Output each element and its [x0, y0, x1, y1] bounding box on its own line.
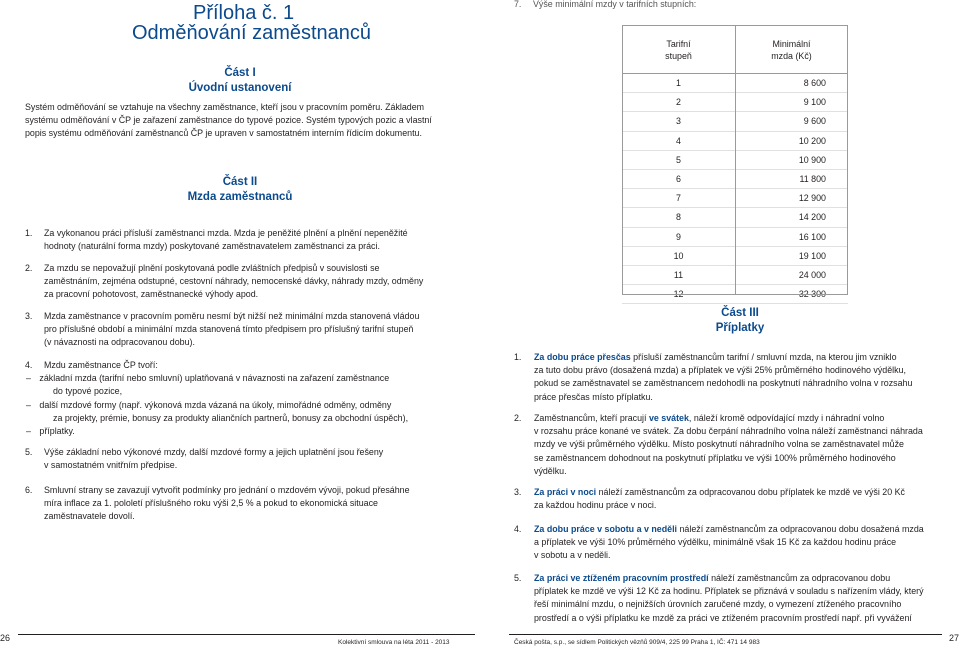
- item-line: hodnoty (naturální forma mzdy) poskytované zaměstnavatelem zaměstnanci za práci.: [44, 241, 380, 252]
- table-row: 8 14 200: [622, 208, 848, 227]
- footer-right: Česká pošta, s.p., se sídlem Politických vězňů 909/4, 225 99 Praha 1, IČ: 471 14 983: [514, 639, 760, 646]
- part1-heading: [140, 66, 340, 96]
- item-number: 2.: [25, 263, 33, 273]
- item-line: řeší minimální mzdu, o nejnižších úrovních zaručené mzdy, o vymezení ztíženého pracovního: [534, 599, 902, 610]
- footer-left: Kolektivní smlouva na léta 2011 - 2013: [338, 639, 450, 646]
- left-item-5: [44, 446, 484, 472]
- table-row: 9 16 100: [622, 227, 848, 246]
- table-row: 7 12 900: [622, 189, 848, 208]
- item-line: pro příslušné období a minimální mzda stanovená tímto předpisem pro příslušný tarifní stupeň: [44, 324, 414, 335]
- item-line: míra inflace za 1. pololetí příslušného roku výši 2,5 % a pokud to ekonomická situace: [44, 498, 378, 509]
- right-item-1: Za dobu práce přesčas přísluší zaměstnancům tarifní / smluvní mzda, na kterou jim vzniklo za tuto dobu právo (dosažená mzda) a příplatek ve výši 25% průměrného hodinového výdělku, pokud se zaměstnavatel se zaměstnancem nedohodli na poskytnutí náhradního volna v rozsahu práce přesčas místo příplatku.: [534, 351, 939, 404]
- right-item-5: Za práci ve ztíženém pracovním prostředí náleží zaměstnancům za odpracovanou dobu příplatek ke mzdě ve výši 12 Kč za hodinu. Příplatek se přiznává v souladu s nařízením vlády, který řeší minimální mzdu, o nejnižších úrovních zaručené mzdy, o vymezení ztíženého pracovního prostředí a o výši příplatku ke mzdě za práci ve ztíženém pracovním prostředí např. při vyvážení: [534, 572, 939, 625]
- item-line: Smluvní strany se zavazují vytvořit podmínky pro jednání o mzdovém vývoji, pokud přesáhne: [44, 485, 410, 495]
- item-line: a příplatek ve výši 10% průměrného výdělku, minimálně však 15 Kč za každou hodinu práce: [534, 537, 897, 548]
- item-number: 5.: [25, 447, 33, 457]
- item-line: mzdy ve výši průměrného výdělku. Místo poskytnutí náhradního volna se zaměstnavatel může: [534, 439, 904, 450]
- item-number: 3.: [514, 487, 522, 497]
- bold-term: ve svátek: [648, 413, 689, 423]
- item-line: prostředí a o výši příplatku ke mzdě za práci ve ztíženém pracovním prostředí např. při vyvážení: [534, 612, 912, 623]
- table-row: 1 8 600: [622, 74, 848, 93]
- dash-item: – základní mzda (tarifní nebo smluvní) uplatňovaná v návaznosti na zařazení zaměstnance: [26, 373, 390, 384]
- item-line: Mzda zaměstnance v pracovním poměru nesmí být nižší než minimální mzda stanovená vládou: [44, 311, 420, 321]
- item-number: 2.: [514, 413, 522, 423]
- footer-rule-right: [509, 634, 942, 635]
- item-line: pokud se zaměstnavatel se zaměstnancem nedohodli na poskytnutí náhradního volna v rozsahu: [534, 378, 913, 389]
- table-column-divider: [735, 25, 736, 295]
- table-row: 10 19 100: [622, 246, 848, 265]
- item-number: 6.: [25, 485, 33, 495]
- left-item-6: [44, 484, 484, 524]
- table-row: 3 9 600: [622, 112, 848, 131]
- col-header-grade: Tarifní stupeň: [622, 25, 735, 74]
- dash-item: – příplatky.: [26, 426, 75, 437]
- part1-number: Část I: [224, 67, 256, 79]
- footer-rule-left: [18, 634, 475, 635]
- col-header-wage: Minimální mzda (Kč): [735, 25, 848, 74]
- dash-list: [26, 372, 484, 438]
- right-item-2: Zaměstnancům, kteří pracují ve svátek, náleží kromě odpovídající mzdy i náhradní volno v rozsahu práce konané ve svátek. Za dobu čerpání náhradního volna náleží zaměstnanci náhrada mzdy ve výši průměrného výdělku. Místo poskytnutí náhradního volna se zaměstnavatel může se zaměstnancem dohodnout na poskytnutí příplatku ve výši 100% průměrného hodinového výdělku.: [534, 412, 939, 478]
- item-line: příplatek ke mzdě ve výši 12 Kč za hodinu. Příplatek se přiznává v souladu s nařízením vlády, který: [534, 586, 924, 597]
- part3-heading: [640, 306, 840, 336]
- table-row: 2 9 100: [622, 93, 848, 112]
- annex-title: Příloha č. 1: [193, 2, 295, 24]
- item-line: (v návaznosti na odpracovanou dobu).: [44, 337, 195, 348]
- item-line: v rozsahu práce konané ve svátek. Za dobu čerpání náhradního volna náleží zaměstnanci náhrada: [534, 426, 923, 437]
- bold-term: Za práci v noci: [534, 487, 597, 497]
- document-title: Odměňování zaměstnanců: [132, 22, 372, 44]
- dash-item-cont: do typové pozice,: [53, 386, 123, 397]
- part2-title: Mzda zaměstnanců: [187, 191, 293, 203]
- item-number: 3.: [25, 311, 33, 321]
- intro-line: systému odměňování v ČP je zařazení zaměstnance do typové pozice. Systém typových pozic a vlastní: [25, 115, 432, 126]
- page-number-left: 26: [0, 633, 11, 643]
- item-line: výdělku.: [534, 465, 567, 476]
- item-number: 1.: [514, 352, 522, 362]
- item-number: 5.: [514, 573, 522, 583]
- dash-item: – další mzdové formy (např. výkonová mzda vázaná na úkoly, mimořádné odměny, odměny: [26, 399, 392, 410]
- part2-heading: [140, 175, 340, 205]
- item-number: 4.: [514, 524, 522, 534]
- right-item-4: Za dobu práce v sobotu a v neděli náleží zaměstnancům za odpracovanou dobu dosažená mzda a příplatek ve výši 10% průměrného výdělku, minimálně však 15 Kč za každou hodinu práce v sobotu a v neděli.: [534, 523, 939, 563]
- part3-title: Příplatky: [715, 322, 765, 334]
- part3-number: Část III: [721, 307, 759, 319]
- item-line: práce přesčas místo příplatku.: [534, 391, 653, 402]
- intro-line: popis systému odměňování zaměstnanců ČP je upraven v samostatném interním řídicím dokumentu.: [25, 128, 422, 139]
- item-line: v sobotu a v neděli.: [534, 550, 611, 561]
- item-line: Za vykonanou práci přísluší zaměstnanci mzda. Mzda je peněžité plnění a plnění nepeněžité: [44, 228, 408, 238]
- item-number: 7.: [514, 0, 522, 9]
- intro-paragraph: [25, 101, 485, 141]
- bold-term: Za práci ve ztíženém pracovním prostředí: [534, 573, 709, 583]
- item-line: Mzdu zaměstnance ČP tvoří:: [44, 360, 158, 370]
- table-row: 4 10 200: [622, 131, 848, 150]
- item-number: 1.: [25, 228, 33, 238]
- part2-number: Část II: [222, 176, 258, 188]
- item-line: Výše základní nebo výkonové mzdy, další mzdové formy a jejich uplatnění jsou řešeny: [44, 447, 384, 457]
- item-line: za každou hodinu práce v noci.: [534, 500, 657, 511]
- left-item-4: [26, 359, 484, 438]
- left-item-3: [44, 310, 484, 350]
- item-line: za tuto dobu právo (dosažená mzda) a příplatek ve výši 25% průměrného hodinového výdělku,: [534, 365, 906, 376]
- item-line: za pracovní pohotovost, zaměstnanecké výhody apod.: [44, 289, 259, 300]
- page-number-right: 27: [949, 633, 960, 643]
- table-row: 11 24 000: [622, 265, 848, 284]
- item7-text: Výše minimální mzdy v tarifních stupních:: [533, 0, 697, 9]
- item-line: zaměstnáním, zejména odstupné, cestovní náhrady, nemocenské dávky, náhrady mzdy, odměny: [44, 276, 424, 287]
- left-item-2: [44, 262, 484, 302]
- bold-term: Za dobu práce přesčas: [534, 352, 631, 362]
- part1-title: Úvodní ustanovení: [188, 82, 292, 94]
- intro-line: Systém odměňování se vztahuje na všechny zaměstnance, kteří jsou v pracovním poměru. Základem: [25, 102, 425, 112]
- left-item-1: [44, 227, 484, 253]
- right-item-3: Za práci v noci náleží zaměstnancům za odpracovanou dobu příplatek ke mzdě ve výši 20 Kč za každou hodinu práce v noci.: [534, 486, 939, 512]
- item-line: se zaměstnancem dohodnout na poskytnutí příplatku ve výši 100% průměrného hodinového: [534, 452, 896, 463]
- item-line: zaměstnavatele dovolí.: [44, 511, 135, 522]
- item-line: Za mzdu se nepovažují plnění poskytovaná podle zvláštních předpisů v souvislosti se: [44, 263, 380, 273]
- item-line: v samostatném vnitřním předpise.: [44, 460, 178, 471]
- bold-term: Za dobu práce v sobotu a v neděli: [534, 524, 678, 534]
- dash-item-cont: za projekty, prémie, bonusy za produkty aliančních partnerů, bonusy za obchodní úspěch),: [53, 412, 409, 423]
- table-row: 6 11 800: [622, 169, 848, 188]
- table-row: 5 10 900: [622, 150, 848, 169]
- table-row: 12 32 300: [622, 285, 848, 304]
- item-number: 4.: [25, 360, 33, 370]
